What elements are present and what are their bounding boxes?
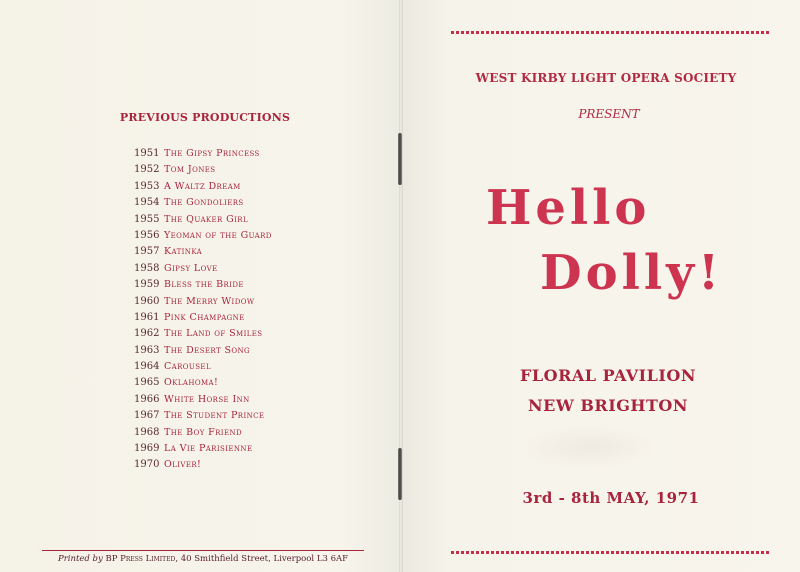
production-title: Tom Jones (164, 164, 216, 176)
production-title: The Desert Song (164, 344, 251, 356)
production-title: Bless the Bride (164, 279, 244, 291)
faded-show-through (520, 425, 660, 469)
production-year: 1968 (134, 426, 160, 438)
production-item (134, 177, 272, 193)
production-year: 1960 (134, 295, 160, 307)
production-year: 1966 (134, 393, 160, 405)
production-item (134, 373, 272, 389)
society-name: WEST KIRBY LIGHT OPERA SOCIETY (475, 71, 737, 85)
production-title: A Waltz Dream (164, 180, 241, 192)
previous-productions-heading: PREVIOUS PRODUCTIONS (119, 111, 291, 124)
production-year: 1959 (134, 279, 160, 291)
production-title: White Horse Inn (164, 393, 250, 405)
production-item (134, 292, 272, 308)
venue-line1: FLORAL PAVILION (520, 366, 696, 385)
show-title-line2: Dolly! (540, 245, 724, 301)
production-title: The Land of Smiles (164, 328, 263, 340)
production-item (134, 259, 272, 275)
production-item (134, 324, 272, 340)
staple-top (398, 133, 402, 185)
production-title: Katinka (164, 246, 203, 258)
production-title: Carousel (164, 361, 211, 373)
production-title: La Vie Parisienne (164, 443, 253, 455)
production-year: 1961 (134, 311, 160, 323)
footer-rule (42, 550, 364, 551)
production-title: Yeoman of the Guard (164, 229, 272, 241)
production-title: The Boy Friend (164, 426, 243, 438)
production-year: 1963 (134, 344, 160, 356)
production-item (134, 390, 272, 406)
production-item (134, 341, 272, 357)
production-item (134, 275, 272, 291)
production-item (134, 242, 272, 258)
production-year: 1957 (134, 246, 160, 258)
production-year: 1962 (134, 328, 160, 340)
productions-list (134, 144, 272, 472)
production-year: 1952 (134, 164, 160, 176)
printer-credit (42, 554, 364, 564)
production-title: The Gipsy Princess (164, 148, 260, 159)
production-item (134, 423, 272, 439)
production-item (134, 439, 272, 455)
decorative-border-bottom (451, 551, 769, 554)
production-title: The Quaker Girl (164, 213, 249, 225)
decorative-border-top (451, 31, 769, 34)
production-title: Pink Champagne (164, 311, 245, 323)
production-item (134, 193, 272, 209)
production-title: Oliver! (164, 459, 202, 471)
production-year: 1956 (134, 229, 160, 241)
production-year: 1953 (134, 180, 160, 192)
production-year: 1955 (134, 213, 160, 225)
production-title: Gipsy Love (164, 262, 218, 274)
production-title: Oklahoma! (164, 377, 219, 389)
production-year: 1969 (134, 443, 160, 455)
press-name: BP Press Limited (105, 554, 176, 564)
production-year: 1954 (134, 197, 160, 209)
production-item (134, 226, 272, 242)
present-text: PRESENT (578, 107, 640, 121)
production-item (134, 144, 272, 160)
production-item (134, 406, 272, 422)
production-item (134, 210, 272, 226)
production-item (134, 357, 272, 373)
venue-line2: NEW BRIGHTON (528, 396, 688, 415)
production-year: 1958 (134, 262, 160, 274)
production-title: The Merry Widow (164, 295, 255, 307)
production-title: The Student Prince (164, 410, 265, 422)
production-item (134, 308, 272, 324)
production-title: The Gondoliers (164, 197, 244, 209)
press-address: , 40 Smithfield Street, Liverpool L3 6AF (175, 554, 349, 564)
show-title-line1: Hello (486, 180, 651, 236)
production-year: 1964 (134, 361, 160, 373)
production-year: 1970 (134, 459, 160, 471)
printed-by-label: Printed by (57, 554, 103, 564)
performance-dates: 3rd - 8th MAY, 1971 (522, 489, 700, 507)
production-year: 1965 (134, 377, 160, 389)
production-item (134, 160, 272, 176)
production-year: 1967 (134, 410, 160, 422)
production-item (134, 455, 272, 471)
production-year: 1951 (134, 148, 160, 159)
